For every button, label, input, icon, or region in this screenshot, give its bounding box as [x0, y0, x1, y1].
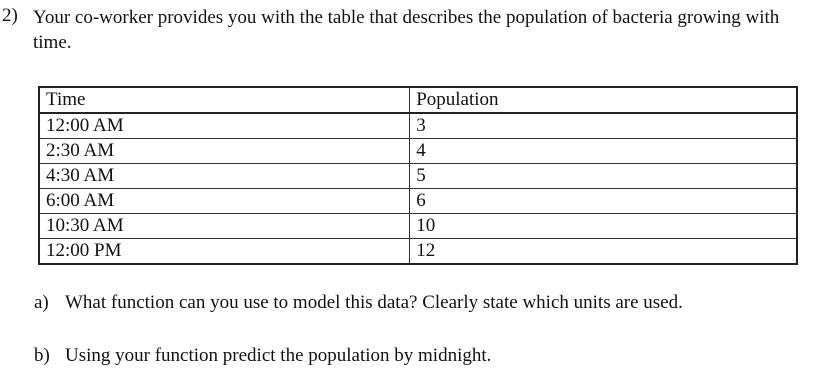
population-cell: 10	[410, 214, 797, 239]
table-header-time: Time	[39, 87, 410, 113]
subquestion-a-letter: a)	[34, 292, 49, 313]
population-cell: 6	[410, 189, 797, 214]
time-cell: 12:00 PM	[39, 239, 410, 265]
time-cell: 2:30 AM	[39, 139, 410, 164]
question-number: 2)	[2, 5, 18, 26]
subquestion-a	[34, 292, 683, 314]
population-cell: 5	[410, 164, 797, 189]
time-cell: 6:00 AM	[39, 189, 410, 214]
table-row	[39, 164, 797, 189]
table-row	[39, 113, 797, 139]
population-cell: 12	[410, 239, 797, 265]
subquestion-b	[34, 345, 491, 367]
table-row	[39, 139, 797, 164]
time-cell: 10:30 AM	[39, 214, 410, 239]
subquestion-a-text: What function can you use to model this data? Clearly state which units are used.	[65, 292, 683, 313]
time-cell: 12:00 AM	[39, 113, 410, 139]
question-intro: Your co-worker provides you with the table that describes the population of bacteria growing with time.	[33, 7, 780, 53]
population-cell: 3	[410, 113, 797, 139]
table-header-population: Population	[410, 87, 797, 113]
table-row	[39, 189, 797, 214]
subquestion-b-text: Using your function predict the population by midnight.	[65, 345, 492, 366]
data-table	[38, 86, 798, 265]
table-header-row	[39, 87, 797, 113]
table-row	[39, 239, 797, 265]
population-cell: 4	[410, 139, 797, 164]
time-cell: 4:30 AM	[39, 164, 410, 189]
table-row	[39, 214, 797, 239]
subquestion-b-letter: b)	[34, 345, 50, 366]
